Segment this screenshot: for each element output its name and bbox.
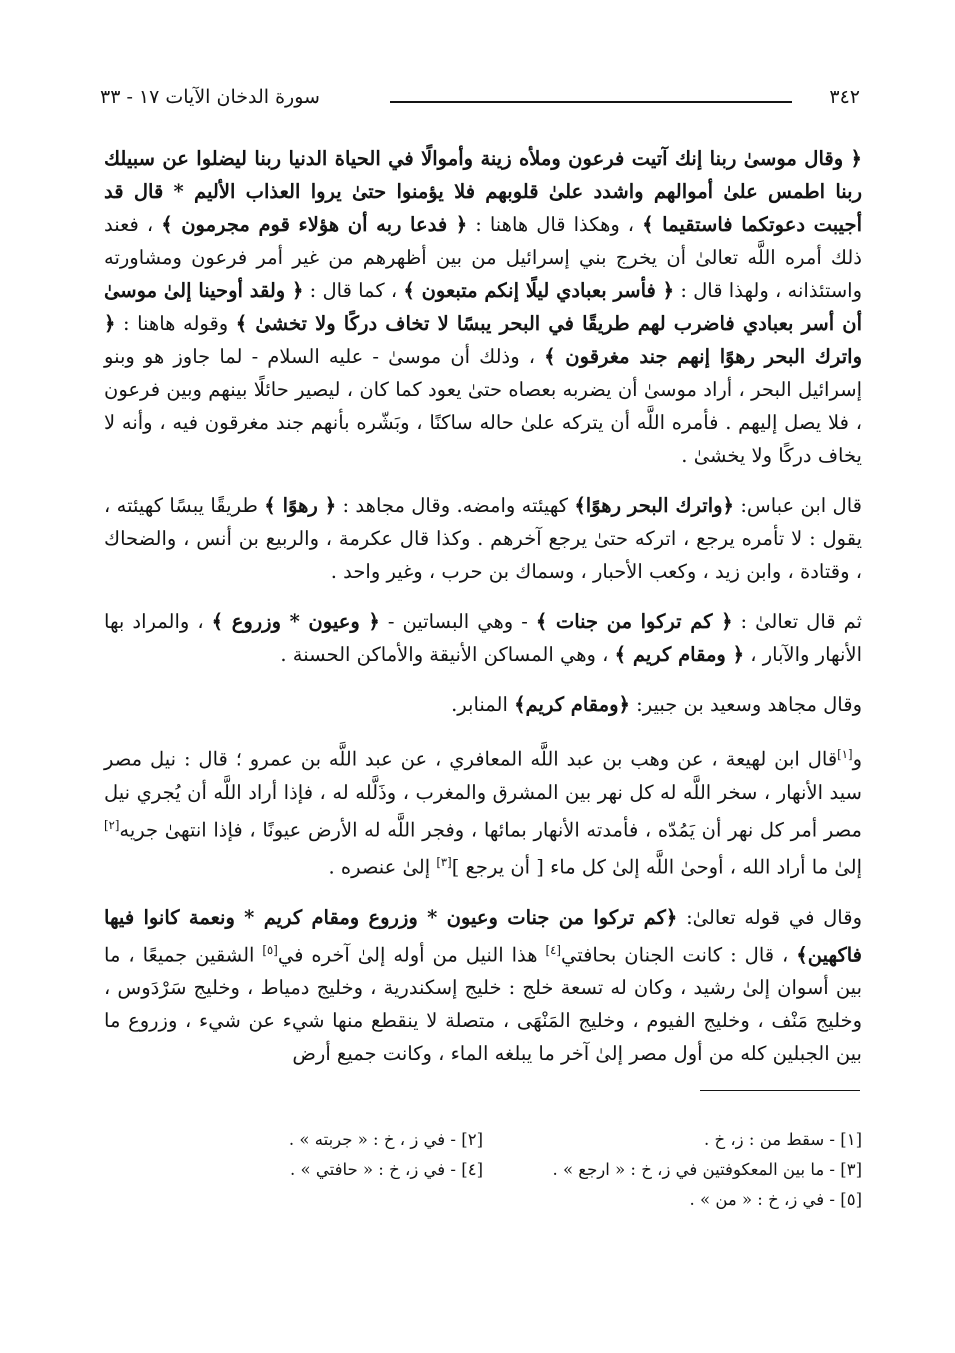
quran-quote: ﴿واترك البحر رهوًا﴾: [574, 494, 734, 517]
quran-quote: ﴿كم تركوا من جنات وعيون * وزروع ومقام كريم * ونعمة كانوا فيها فاكهين﴾: [104, 905, 862, 966]
text-run: - وهي البساتين -: [379, 610, 536, 633]
text-run: كهيئته وامضه. وقال مجاهد :: [336, 494, 575, 517]
text-run: طريقًا يبسًا كهيئته ، يقول : لا تأمره يرجع ، اتركه حتىٰ يرجع آخرهم . وكذا قال عكرمة ، والربيع بن أنس ، والضحاك ، وقتادة ، وابن زيد ، وكعب الأحبار ، وسماك بن حرب ، وغير واحد .: [104, 494, 862, 583]
text-run: ، قال : كانت الجنان بحافتي: [560, 943, 797, 966]
text-run: ، فعند ذلك أمره اللَّه تعالىٰ أن يخرج بني إسرائيل من بين أظهرهم من غير أمر فرعون ومشاورته واستئذانه ، ولهذا قال :: [104, 213, 862, 302]
paragraph: [104, 489, 862, 588]
quran-quote: ﴿ رهوًا ﴾: [264, 494, 337, 517]
text-run: وقال في قوله تعالىٰ:: [677, 905, 862, 929]
header-rule: [390, 101, 792, 103]
footnote-5: [٥] - في ز، خ : « من » .: [689, 1190, 862, 1209]
paragraph: [104, 738, 862, 884]
footnote-1: [١] - سقط من : ز، خ .: [703, 1130, 862, 1149]
footnote-ref: [٣]: [436, 855, 452, 869]
footnote-ref: [٢]: [104, 817, 120, 832]
footnote-3: [٣] - ما بين المعكوفتين في ز، خ : « ارجع » .: [552, 1160, 862, 1179]
page-header: [100, 86, 860, 118]
quran-quote: ﴿ وعيون * وزروع ﴾: [211, 610, 380, 633]
quran-quote: ﴿ كم تركوا من جنات ﴾: [535, 610, 733, 633]
footnote-ref: [١]: [837, 747, 853, 761]
text-run: ، وذلك أن موسىٰ - عليه السلام - لما جاوز هو وبنو إسرائيل البحر ، أراد موسىٰ أن يضربه بعصاه حتىٰ يعود كما كان ، ليصير حائلًا بينهم وبين فرعون ، فلا يصل إليهم . فأمره اللَّه أن يتركه علىٰ حاله ساكنًا ، وبَشّره بأنهم جند مغرقون فيه ، وأنه لا يخاف دركًا ولا يخشىٰ .: [104, 345, 862, 467]
paragraph: [104, 688, 862, 721]
text-run: ، والمراد بها الأنهار والآبار ،: [104, 610, 862, 666]
footnote-separator: [700, 1090, 860, 1091]
text-run: هذا النيل من أوله إلىٰ آخره في: [277, 943, 546, 966]
footnote-ref: [٤]: [545, 942, 561, 957]
footnote-row: [104, 1155, 862, 1185]
quran-quote: ﴿ ولقد أوحينا إلىٰ موسىٰ أن أسر بعبادي فاضرب لهم طريقًا في البحر يبسًا لا تخاف دركًا ولا تخشىٰ ﴾: [104, 279, 862, 335]
text-run: قال ابن عباس:: [733, 494, 862, 517]
text-run: وقوله هاهنا :: [115, 312, 236, 335]
text-run: المنابر.: [451, 693, 515, 716]
quran-quote: ﴿ ومقام كريم ﴾: [614, 643, 745, 666]
quran-quote: ﴿ فدعا ربه أن هؤلاء قوم مجرمون ﴾: [161, 213, 468, 236]
footnote-row: [104, 1125, 862, 1155]
quran-quote: ﴿ واترك البحر رهوًا إنهم جند مغرقون ﴾: [104, 312, 862, 368]
quran-quote: ﴿ومقام كريم﴾: [514, 693, 630, 716]
text-run: ، وهكذا قال هاهنا :: [467, 213, 643, 236]
text-run: وقال مجاهد وسعيد بن جبير:: [629, 693, 862, 716]
main-text: [104, 142, 862, 1087]
text-run: ثم قال تعالىٰ :: [732, 610, 863, 633]
footnotes: [104, 1125, 862, 1215]
footnote-4: [٤] - في ز، خ : « حافتي » .: [290, 1160, 483, 1179]
text-run: ، وهي المساكن الأنيقة والأماكن الحسنة .: [280, 643, 615, 666]
footnote-ref: [٥]: [262, 942, 278, 957]
paragraph: [104, 142, 862, 472]
text-run: إلىٰ ما أراد الله ، أوحىٰ اللَّه إلىٰ كل ماء [ أن يرجع ]: [451, 855, 862, 879]
text-run: إلىٰ عنصره .: [328, 855, 437, 879]
text-run: و: [852, 747, 862, 771]
footnote-row: [104, 1185, 862, 1215]
surah-title: سورة الدخان الآيات ١٧ - ٣٣: [100, 86, 320, 108]
text-run: الشقين جميعًا ، ما بين أسوان إلىٰ رشيد ، وكان له تسعة خلج : خليج إسكندرية ، وخليج دمياط ، وخليج سَرْدَوس ، وخليج مَنْف ، وخليج الفيوم ، وخليج المَنْهَى ، متصلة لا ينقطع منها شيء عن شيء ، وزروع ما بين الجبلين كله من أول مصر إلىٰ آخر ما يبلغه الماء ، وكانت جميع أرض: [104, 943, 862, 1065]
quran-quote: ﴿ فأسر بعبادي ليلًا إنكم متبعون ﴾: [403, 279, 675, 302]
paragraph: [104, 605, 862, 671]
page-number: ٣٤٢: [829, 86, 860, 108]
footnote-2: [٢] - في ز ، خ : « جربته » .: [288, 1130, 483, 1149]
quran-quote: ﴿ وقال موسىٰ ربنا إنك آتيت فرعون وملأه زينة وأموالًا في الحياة الدنيا ربنا ليضلوا عن سبيلك ربنا اطمس علىٰ أموالهم واشدد علىٰ قلوبهم فلا يؤمنوا حتىٰ يروا العذاب الأليم * قال قد أجيبت دعوتكما فاستقيما ﴾: [104, 147, 863, 236]
text-run: ، كما قال :: [303, 279, 404, 302]
text-run: قال ابن لهيعة ، عن وهب بن عبد اللَّه المعافري ، عن عبد اللَّه بن عمرو ؛ قال : نيل مصر سيد الأنهار ، سخر اللَّه له كل نهر بين المشرق والمغرب ، وذَلَّله له ، فإذا أراد اللَّه أن يُجري نيل مصر أمر كل نهر أن يَمُدّه ، فأمدته الأنهار بمائها ، وفجر اللَّه له الأرض عيونًا ، فإذا انتهىٰ جريه: [104, 747, 862, 841]
paragraph: [104, 901, 862, 1071]
